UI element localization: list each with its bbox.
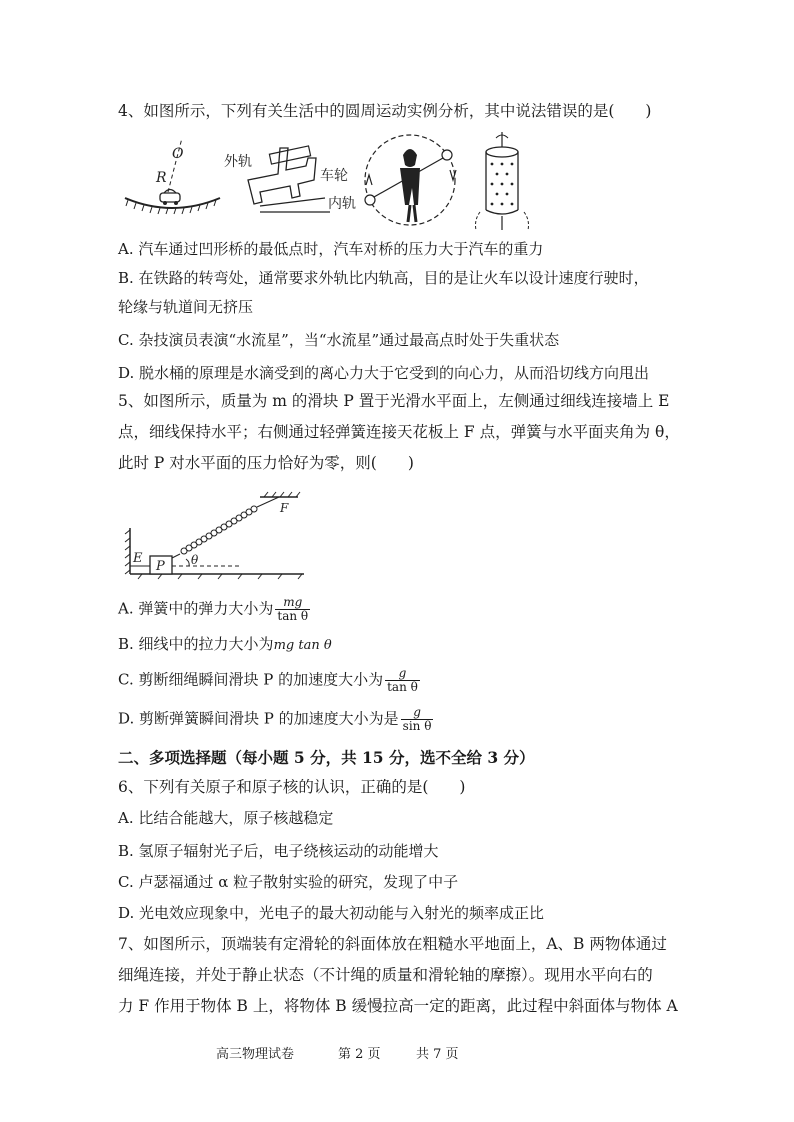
- q5-option-c-den: tan θ: [387, 680, 418, 694]
- q4-label-outer-rail: 外轨: [224, 154, 252, 170]
- q5-option-a-den: tan θ: [277, 609, 309, 623]
- q6-option-c: C. 卢瑟福通过 α 粒子散射实验的研究，发现了中子: [118, 873, 459, 891]
- q5-option-d-text: D. 剪断弹簧瞬间滑块 P 的加速度大小为是: [118, 709, 399, 728]
- q5-option-c-text: C. 剪断细绳瞬间滑块 P 的加速度大小为: [118, 670, 384, 689]
- q4-label-wheel: 车轮: [320, 168, 348, 184]
- q4-option-c: C. 杂技演员表演“水流星”，当“水流星”通过最高点时处于失重状态: [118, 331, 560, 349]
- q7-line-3: 力 F 作用于物体 B 上，将物体 B 缓慢拉高一定的距离，此过程中斜面体与物体 A: [118, 997, 678, 1015]
- q5-stem-3: 此时 P 对水平面的压力恰好为零，则( ): [118, 454, 414, 472]
- q5-option-c-num: g: [385, 667, 420, 681]
- rail-curve-figure: [224, 146, 356, 212]
- q5-option-a-text: A. 弹簧中的弹力大小为: [118, 599, 274, 618]
- q5-option-d-fraction: [401, 706, 434, 733]
- q6-option-a: A. 比结合能越大，原子核越稳定: [118, 809, 334, 827]
- spin-dryer-figure: [476, 132, 529, 230]
- q5-label-P: P: [156, 559, 165, 574]
- section-2-title: 二、多项选择题（每小题 5 分，共 15 分，选不全给 3 分）: [118, 748, 535, 767]
- q5-option-b-expr: mg tan θ: [273, 638, 332, 653]
- q6-option-d: D. 光电效应现象中，光电子的最大初动能与入射光的频率成正比: [118, 904, 545, 922]
- water-meteor-figure: [365, 135, 456, 225]
- q5-option-d-num: g: [401, 706, 434, 720]
- q4-option-b-cont: 轮缘与轨道间无挤压: [118, 298, 254, 316]
- q5-label-theta: θ: [191, 553, 199, 567]
- q6-option-b: B. 氢原子辐射光子后，电子绕核运动的动能增大: [118, 842, 439, 860]
- q4-figure: [120, 130, 540, 235]
- q4-option-a: A. 汽车通过凹形桥的最低点时，汽车对桥的压力大于汽车的重力: [118, 240, 544, 258]
- q4-stem: 4、如图所示，下列有关生活中的圆周运动实例分析，其中说法错误的是( ): [118, 102, 652, 120]
- q7-line-2: 细绳连接，并处于静止状态（不计绳的质量和滑轮轴的摩擦）。现用水平向右的: [118, 966, 653, 984]
- q5-option-a: [118, 596, 310, 623]
- q4-option-d: D. 脱水桶的原理是水滴受到的离心力大于它受到的向心力，从而沿切线方向甩出: [118, 364, 650, 382]
- q5-option-a-fraction: [275, 596, 310, 623]
- q4-label-O: O: [172, 146, 184, 162]
- footer-page: 第 2 页: [338, 1047, 381, 1062]
- q5-option-b: [118, 634, 332, 656]
- q5-option-c-fraction: [385, 667, 420, 694]
- footer-subject: 高三物理试卷: [216, 1047, 295, 1062]
- q4-option-b: B. 在铁路的转弯处，通常要求外轨比内轨高，目的是让火车以设计速度行驶时，: [118, 269, 649, 287]
- q5-option-d: [118, 706, 433, 733]
- q4-label-inner-rail: 内轨: [328, 196, 356, 212]
- q5-label-E: E: [133, 551, 143, 566]
- footer-total: 共 7 页: [416, 1047, 459, 1062]
- q5-option-c: [118, 667, 420, 694]
- q4-label-R: R: [156, 170, 167, 186]
- q5-stem-1: 5、如图所示，质量为 m 的滑块 P 置于光滑水平面上，左侧通过细线连接墙上 E: [118, 392, 670, 410]
- q5-option-a-num: mg: [275, 596, 310, 610]
- concave-bridge-figure: [125, 138, 220, 214]
- q6-stem: 6、下列有关原子和原子核的认识，正确的是( ): [118, 778, 466, 796]
- q5-stem-2: 点，细线保持水平；右侧通过轻弹簧连接天花板上 F 点，弹簧与水平面夹角为 θ，: [118, 423, 680, 441]
- q5-label-F: F: [280, 501, 289, 515]
- q5-figure: [122, 488, 312, 580]
- q5-option-d-den: sin θ: [402, 719, 432, 733]
- q7-line-1: 7、如图所示，顶端装有定滑轮的斜面体放在粗糙水平地面上，A、B 两物体通过: [118, 935, 667, 953]
- q5-option-b-text: B. 细线中的拉力大小为: [118, 635, 274, 653]
